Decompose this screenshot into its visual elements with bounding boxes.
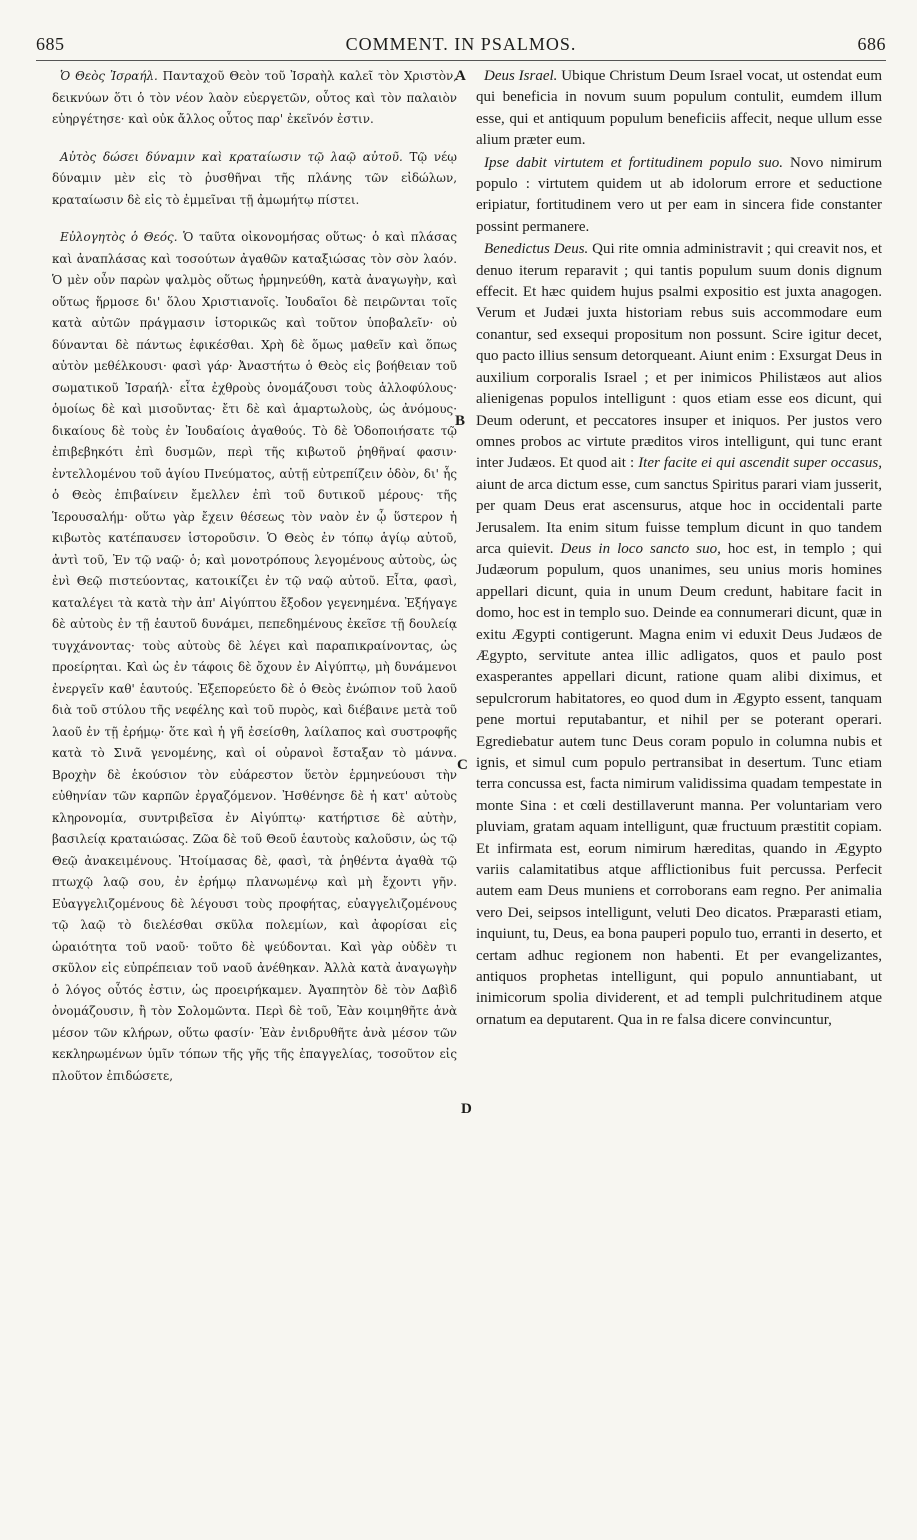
running-title: COMMENT. IN PSALMOS. xyxy=(345,34,577,54)
latin-text: aiunt de arca dictum esse, cum sanctus Spiritus parari viam jusserit, per quam Deus erat ascensurus, atque hoc in occidentali parte Jerusalem. Ita enim situm fuisse templum dicunt in quo tandem arca quievit. xyxy=(476,476,882,557)
greek-text: Τῷ νέῳ δύναμιν μὲν εἰς τὸ ῥυσθῆναι τῆς πλάνης τῶν εἰδώλων, κραταίωσιν δὲ εἰς τὸ ἐμμεῖναι τῇ ἀμωμήτῳ πίστει. xyxy=(52,149,457,207)
latin-lemma: Iter facite ei qui ascendit super occasus, xyxy=(638,455,882,472)
latin-text: Ubique Christum Deum Israel vocat, ut ostendat eum qui beneficia in novum suum populum contulit, eumdem illum esse, qui et antiquum populum beneficiis affecit, neque ullum esse alium præter eum. xyxy=(476,68,882,149)
margin-letter-d: D xyxy=(461,1101,472,1117)
greek-lemma: Ὁ Θεὸς Ἰσραήλ. xyxy=(60,69,158,83)
page-number-left: 685 xyxy=(36,34,65,54)
latin-column xyxy=(476,66,882,1031)
latin-text: Qui rite omnia administravit ; qui creavit nos, et denuo iterum reparavit ; qui tantis populum suum donis dignum effecit. Et hæc quidem hujus psalmi expositio est juxta anagogen. Verum et Judæi juxta historiam rebus suis accommodare eum conantur, sed exsequi propositum non possunt. Scire igitur decet, quo pacto illius sensum detorqueant. Aiunt enim : Exsurgat Deus in auxilium corporalis Israel ; et per inimicos Philistæos aut alios alienigenas populos intelligunt : quos etiam esse eos dicunt, qui Deum oderunt, et peccatores insuper et iniquos. Per justos vero omnes probos ac virtute præditos viros intelligunt, qui tunc erant inter Judæos. Et quod ait : xyxy=(476,241,882,472)
latin-paragraph xyxy=(476,66,882,152)
latin-paragraph xyxy=(476,153,882,239)
greek-paragraph xyxy=(52,66,457,131)
latin-lemma: Benedictus Deus. xyxy=(484,241,589,258)
latin-lemma: Deus in loco sancto suo, xyxy=(560,540,721,557)
greek-text: Ὁ ταῦτα οἰκονομήσας οὕτως· ὁ καὶ πλάσας καὶ ἀναπλάσας καὶ τοσούτων ἀγαθῶν καταξιώσας τὸν σὸν λαόν. Ὁ μὲν οὖν παρὼν ψαλμὸς οὕτως ἡρμηνεύθη, κατὰ ἀναγωγὴν, καὶ οὕτως ἥρμοσε δι' ὅλου Χριστιανοῖς. Ἰουδαῖοι δὲ πειρῶνται τοῖς κατὰ αὐτῶν πράγμασιν ἱστορικῶς καὶ τοῦτον ὑποβαλεῖν· οὐ δύνανται δὲ πάντως ἐφικέσθαι. Χρὴ δὲ ὅμως μαθεῖν καὶ ὅπως αὐτὸν μεθέλκουσι· φασὶ γάρ· Ἀναστήτω ὁ Θεὸς εἰς βοήθειαν τοῦ σωματικοῦ Ἰσραήλ· εἶτα ἐχθροὺς ὀνομάζουσι τοὺς ἀλλοφύλους· ὁμοίως δὲ καὶ μισοῦντας· ἔτι δὲ καὶ ἁμαρτωλοὺς, ὡς ἀνόμους· δικαίους δὲ τοὺς ἐν Ἰουδαίοις ἀγαθούς. Τὸ δὲ Ὁδοποιήσατε τῷ ἐπιβεβηκότι ἐπὶ δυσμῶν, περὶ τῆς κιβωτοῦ ῥηθῆναί φασιν· ἐντελλομένου τοῦ ἁγίου Πνεύματος, αὐτῇ εὐτρεπίζειν ὁδὸν, δι' ἧς ὁ Θεὸς ἐπιβαίνειν ἔμελλεν ἐπὶ τοῦ δυτικοῦ μέρους· τῆς Ἱερουσαλήμ· οὕτω γὰρ ἔχειν θέσεως τὸν ναὸν ἐν ᾧ ὕστερον ἡ κιβωτὸς κατέπαυσεν ἱστοροῦσιν. Ὁ Θεὸς ἐν τόπῳ ἁγίῳ αὐτοῦ, ἀντὶ τοῦ, Ἐν τῷ ναῷ· ὁ; καὶ μονοτρόπους λεγομένους αὐτοὺς, ὡς ἐνὶ Θεῷ πιστεύοντας, κατοικίζει ἐν τῷ ναῷ αὐτοῦ. Εἶτα, φασὶ, καταλέγει τὰ κατὰ τὴν ἀπ' Αἰγύπτου ἔξοδον γεγενημένα. Ἐξήγαγε δὲ αὐτοὺς ἐν τῇ ἑαυτοῦ δυνάμει, πεπεδημένους ἐκεῖσε τῇ δουλείᾳ τυγχάνοντας· τοὺς αὐτοὺς δὲ λέγει καὶ παραπικραίνοντας, ὡς προείρηται. Καὶ ὡς ἐν τάφοις δὲ ὄχουν ἐν Αἰγύπτῳ, μὴ δυνάμενοι ἐνεργεῖν καθ' ἑαυτούς. Ἐξεπορεύετο δὲ ὁ Θεὸς ἐνώπιον τοῦ λαοῦ διὰ τοῦ στύλου τῆς νεφέλης καὶ τοῦ πυρὸς, καὶ διέβαινε μετὰ τοῦ λαοῦ ἐν τῇ ἐρήμῳ· ὅτε καὶ ἡ γῆ ἐσείσθη, λαίλαπος καὶ συστροφῆς κατὰ τὸ Σινᾶ γενομένης, καὶ οἱ οὐρανοὶ ἔσταξαν τὸ μάννα. Βροχὴν δὲ ἑκούσιον τὸν εὐάρεστον ὕετὸν ἑρμηνεύουσι τὴν εὐθηνίαν τῶν καρπῶν ἐργαζόμενον. Ἠσθένησε δὲ ἡ κατ' αὐτοὺς κληρονομία, συντριβεῖσα ἐν Αἰγύπτῳ· κατήρτισε δὲ αὐτὴν, βασιλείᾳ κραταιώσας. Ζῶα δὲ τοῦ Θεοῦ ἑαυτοὺς καλοῦσιν, ὡς τῷ Θεῷ ἀνακειμένους. Ἡτοίμασας δὲ, φασὶ, τὰ ῥηθέντα ἀγαθὰ τῷ πτωχῷ λαῷ σου, ἐν ἐρήμῳ πλανωμένῳ καὶ μὴ ἔχοντι γῆν. Εὐαγγελιζομένους δὲ λέγουσι τοὺς προφήτας, εὐαγγελιζομένους τῷ λαῷ τὸ διελέσθαι σκῦλα πολεμίων, καὶ ἀφορίσαι εἰς ὡραιότητα τοῦ ναοῦ· τοῦτο δὲ ψεύδονται. Καὶ γὰρ οὐδὲν τι σκῦλον εἰς εὐπρέπειαν τοῦ ναοῦ ἀνέθηκαν. Ἀλλὰ κατὰ ἀναγωγὴν ὁ λόγος οὗτός ἐστιν, ὡς προειρήκαμεν. Ἀγαπητὸν δὲ τὸν Δαβὶδ ὀνομάζουσιν, ἢ τὸν Σολομῶντα. Περὶ δὲ τοῦ, Ἐὰν κοιμηθῆτε ἀνὰ μέσον τῶν κλήρων, οὕτω φασίν· Ἐὰν ἐνιδρυθῆτε ἀνὰ μέσον τῶν κεκληρωμένων ὑμῖν τόπων τῆς γῆς τῆς ἐπαγγελίας, τοσοῦτον εἰς πλοῦτον ἐπιδώσετε, xyxy=(52,230,457,1083)
page-number-right: 686 xyxy=(857,34,886,54)
latin-text: hoc est, in templo ; qui Judæorum populum, quos unanimes, seu unius moris homines appellari dicunt, quia in unum Deum credunt, habitare facit in domo, hoc est in templo suo. Deinde ea connumerari dicunt, quæ in exitu Ægypti contigerunt. Magna enim vi eduxit Deus Judæos de Ægypto, servitute antea illic adligatos, quos et paulo post exasperantes appellari dicunt, ratione quam alibi diximus, et sepulcrorum habitatores, eo quod dum in Ægypto essent, tanquam pene mortui reputabantur, et nihil per se poterant operari. Egrediebatur autem tunc Deus coram populo in columna nubis et ignis, et simul cum populo pertransibat in desertum. Tunc etiam terra concussa est, facta nimirum validissima quadam tempestate in monte Sina : et cœli destillaverunt manna. Per voluntariam vero pluviam, gratam aquam intelligunt, quæ fructuum præstitit copiam. Et infirmata est, eorum nimirum hæreditas, quando in Ægypto variis calamitatibus atque afflictionibus fuit percussa. Perfecit autem eam Deus muniens et corroborans eam regno. Per animalia vero Dei, seipsos intelligunt, veluti Deo dicatos. Præparasti etiam, inquiunt, tu, Deus, ea bona pauperi populo tuo, erranti in deserto, et certam adhuc regionem non habenti. Et per evangelizantes, antiquos prophetas intelligunt, qui populo annuntiabant, ut inimicorum spolia dividerent, et ad templi pulchritudinem atque ornatum ea deputarent. Qua in re falsa dicere convincuntur, xyxy=(476,540,882,1028)
latin-text: Novo nimirum populo : virtutem quidem ut ab idolorum errore et seductione eripiatur, fortitudinem vero ut per eam in sincera fide constanter possint permanere. xyxy=(476,154,882,235)
greek-paragraph xyxy=(52,147,457,212)
margin-letter-a: A xyxy=(455,68,466,84)
greek-text: Πανταχοῦ Θεὸν τοῦ Ἰσραὴλ καλεῖ τὸν Χριστὸν, δεικνύων ὅτι ὁ τὸν νέον λαὸν εὐεργετῶν, οὗτος καὶ τὸν παλαιὸν εὐηργέτησε· καὶ οὐκ ἄλλος οὗτος παρ' ἐκεῖνόν ἐστιν. xyxy=(52,69,457,126)
latin-paragraph xyxy=(476,239,882,1031)
greek-paragraph xyxy=(52,227,457,1087)
latin-lemma: Deus Israel. xyxy=(484,68,558,84)
greek-lemma: Εὐλογητὸς ὁ Θεός. xyxy=(60,230,178,244)
margin-letter-c: C xyxy=(457,757,468,773)
greek-lemma: Αὐτὸς δώσει δύναμιν καὶ κραταίωσιν τῷ λαῷ αὐτοῦ. xyxy=(60,149,403,164)
page-header xyxy=(36,34,886,61)
greek-column xyxy=(52,66,457,1087)
latin-lemma: Ipse dabit virtutem et fortitudinem populo suo. xyxy=(484,154,784,171)
margin-letter-b: B xyxy=(455,413,466,429)
